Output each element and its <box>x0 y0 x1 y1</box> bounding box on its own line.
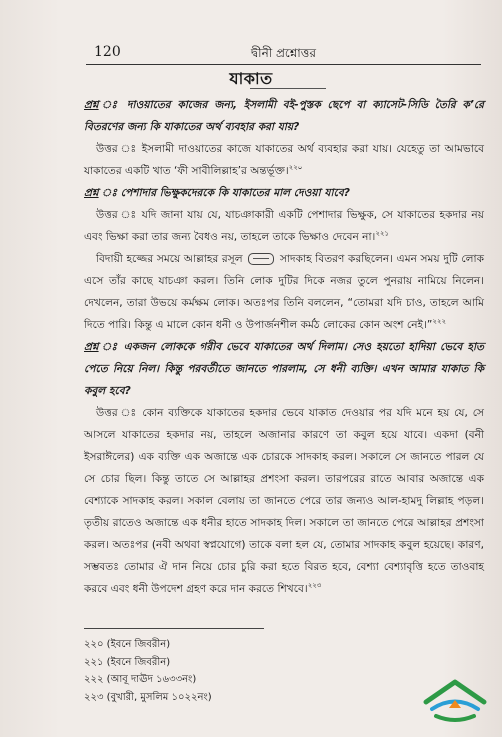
question-label: প্রশ্ন <box>84 341 99 353</box>
footnote-220: ২২০ (ইবনে জিবরীন) <box>84 639 171 650</box>
footnote-divider <box>84 628 264 629</box>
question-label: প্রশ্ন <box>84 187 99 199</box>
answer-text: উত্তর ঃ যদি জানা যায় যে, যাচঞাকারী একটি পেশাদার ভিক্ষুক, সে যাকাতের হকদার নয় এবং ভিক্ষা করা তার জন্য বৈধও নয়, তাহলে তাকে ভিক্ষাও দেবেন না। <box>84 209 484 243</box>
question-3: প্রশ্ন ঃ একজন লোককে গরীব ভেবে যাকাতের অর্থ দিলাম। সেও হয়তো হাদিয়া ভেবে হাত পেতে নিয়ে নিল। কিন্তু পরবর্তীতে জানতে পারলাম, সে ধনী ব্যক্তি। এখন আমার যাকাত কি কবুল হবে? <box>84 341 484 397</box>
footnote-ref: ২২২ <box>432 317 446 326</box>
footnote-223: ২২৩ (বুখারী, মুসলিম ১০২২নং) <box>84 691 212 703</box>
section-title: যাকাত <box>229 69 273 88</box>
answer-text: উত্তর ঃ কোন ব্যক্তিকে যাকাতের হকদার ভেবে যাকাত দেওয়ার পর যদি মনে হয় যে, সে আসলে যাকাতের হকদার নয়, তাহলে অজানার কারণে তা কবুল হয়ে যাবে। একদা (বনী ইসরাঈলের) এক ব্যক্তি এক অজান্তে এক চোরকে সাদকাহ করল। সকালে সে জানতে পারল যে সে চোর ছিল। কিন্তু তাতে সে আল্লাহর প্রশংসা করল। তারপরের রাতে আবার অজান্তে এক বেশ্যাকে সাদকাহ করল। সকাল বেলায় তা জানতে পেরে তার জন্যও আল-হামদু লিল্লাহ পড়ল। তৃতীয় রাতেও অজান্তে এক ধনীর হাতে সাদকাহ দিল। সকালে তা জানতে পেরে আল্লাহর প্রশংসা করল। অতঃপর (নবী অথবা স্বপ্নযোগে) তাকে বলা হল যে, তোমার সাদকাহ কবুল হয়েছে। কারণ, সম্ভবতঃ তোমার ঐ দান নিয়ে চোর চুরি করা হতে বিরত হবে, বেশ্যা বেশ্যাবৃত্তি হতে তাওবাহ করবে এবং ধনী উপদেশ গ্রহণ করে দান করতে শিখবে। <box>84 407 484 595</box>
question-label: প্রশ্ন <box>84 99 99 111</box>
hadith-text-end: সাদকাহ বিতরণ করছিলেন। এমন সময় দুটি লোক এসে তাঁর কাছে যাচঞা করল। তিনি লোক দুটির দিকে নজর তুলে পুনরায় নামিয়ে নিলেন। দেখলেন, তারা উভয়ে কর্মক্ষম লোক। অতঃপর তিনি বললেন, “তোমরা যদি চাও, তাহলে আমি দিতে পারি। কিন্তু এ মালে কোন ধনী ও উপার্জনশীল কর্মঠ লোকের কোন অংশ নেই।” <box>84 253 484 331</box>
answer-text: উত্তর ঃ ইসলামী দাওয়াতের কাজে যাকাতের অর্থ ব্যবহার করা যায়। যেহেতু তা আমভাবে যাকাতের একটি খাত ‘ফী সাবীলিল্লাহ’র অন্তর্ভূক্ত। <box>84 143 484 177</box>
page-header <box>86 40 481 65</box>
question-1: প্রশ্ন ঃ দাওয়াতের কাজের জন্য, ইসলামী বই-পুস্তক ছেপে বা ক্যাসেট-সিডি তৈরি ক’রে বিতরণের জন্য কি যাকাতের অর্থ ব্যবহার করা যায়? <box>84 99 484 133</box>
question-text: দাওয়াতের কাজের জন্য, ইসলামী বই-পুস্তক ছেপে বা ক্যাসেট-সিডি তৈরি ক’রে বিতরণের জন্য কি যাকাতের অর্থ ব্যবহার করা যায়? <box>84 99 484 133</box>
answer-3 <box>84 402 484 600</box>
footnote-221: ২২১ (ইবনে জিবরীন) <box>84 656 171 668</box>
title-underline <box>250 88 326 89</box>
question-text: একজন লোককে গরীব ভেবে যাকাতের অর্থ দিলাম। সেও হয়তো হাদিয়া ভেবে হাত পেতে নিয়ে নিল। কিন্তু পরবর্তীতে জানতে পারলাম, সে ধনী ব্যক্তি। এখন আমার যাকাত কি কবুল হবে? <box>84 341 484 397</box>
question-text: পেশাদার ভিক্ষুকদেরকে কি যাকাতের মাল দেওয়া যাবে? <box>120 187 350 199</box>
footnote-ref: ২২০ <box>288 163 303 172</box>
running-title: দ্বীনী প্রশ্নোত্তর <box>251 46 316 60</box>
salla-allahu-alayhi-wasallam-icon <box>248 253 274 265</box>
publisher-logo-icon <box>420 672 490 727</box>
answer-2-hadith <box>84 248 484 336</box>
answer-2 <box>84 204 484 248</box>
question-2: প্রশ্ন ঃ পেশাদার ভিক্ষুকদেরকে কি যাকাতের মাল দেওয়া যাবে? <box>84 187 350 199</box>
answer-1 <box>84 138 484 182</box>
page-number: 120 <box>94 44 121 60</box>
body-text <box>84 94 484 600</box>
footnotes <box>84 636 384 706</box>
footnote-222: ২২২ (আবূ দাঊদ ১৬৩৩নং) <box>84 674 197 685</box>
footnote-ref: ২২১ <box>375 229 389 238</box>
footnote-ref: ২২৩ <box>307 581 322 590</box>
hadith-text-start: বিদায়ী হজ্জের সময়ে আল্লাহর রসূল <box>96 253 243 265</box>
